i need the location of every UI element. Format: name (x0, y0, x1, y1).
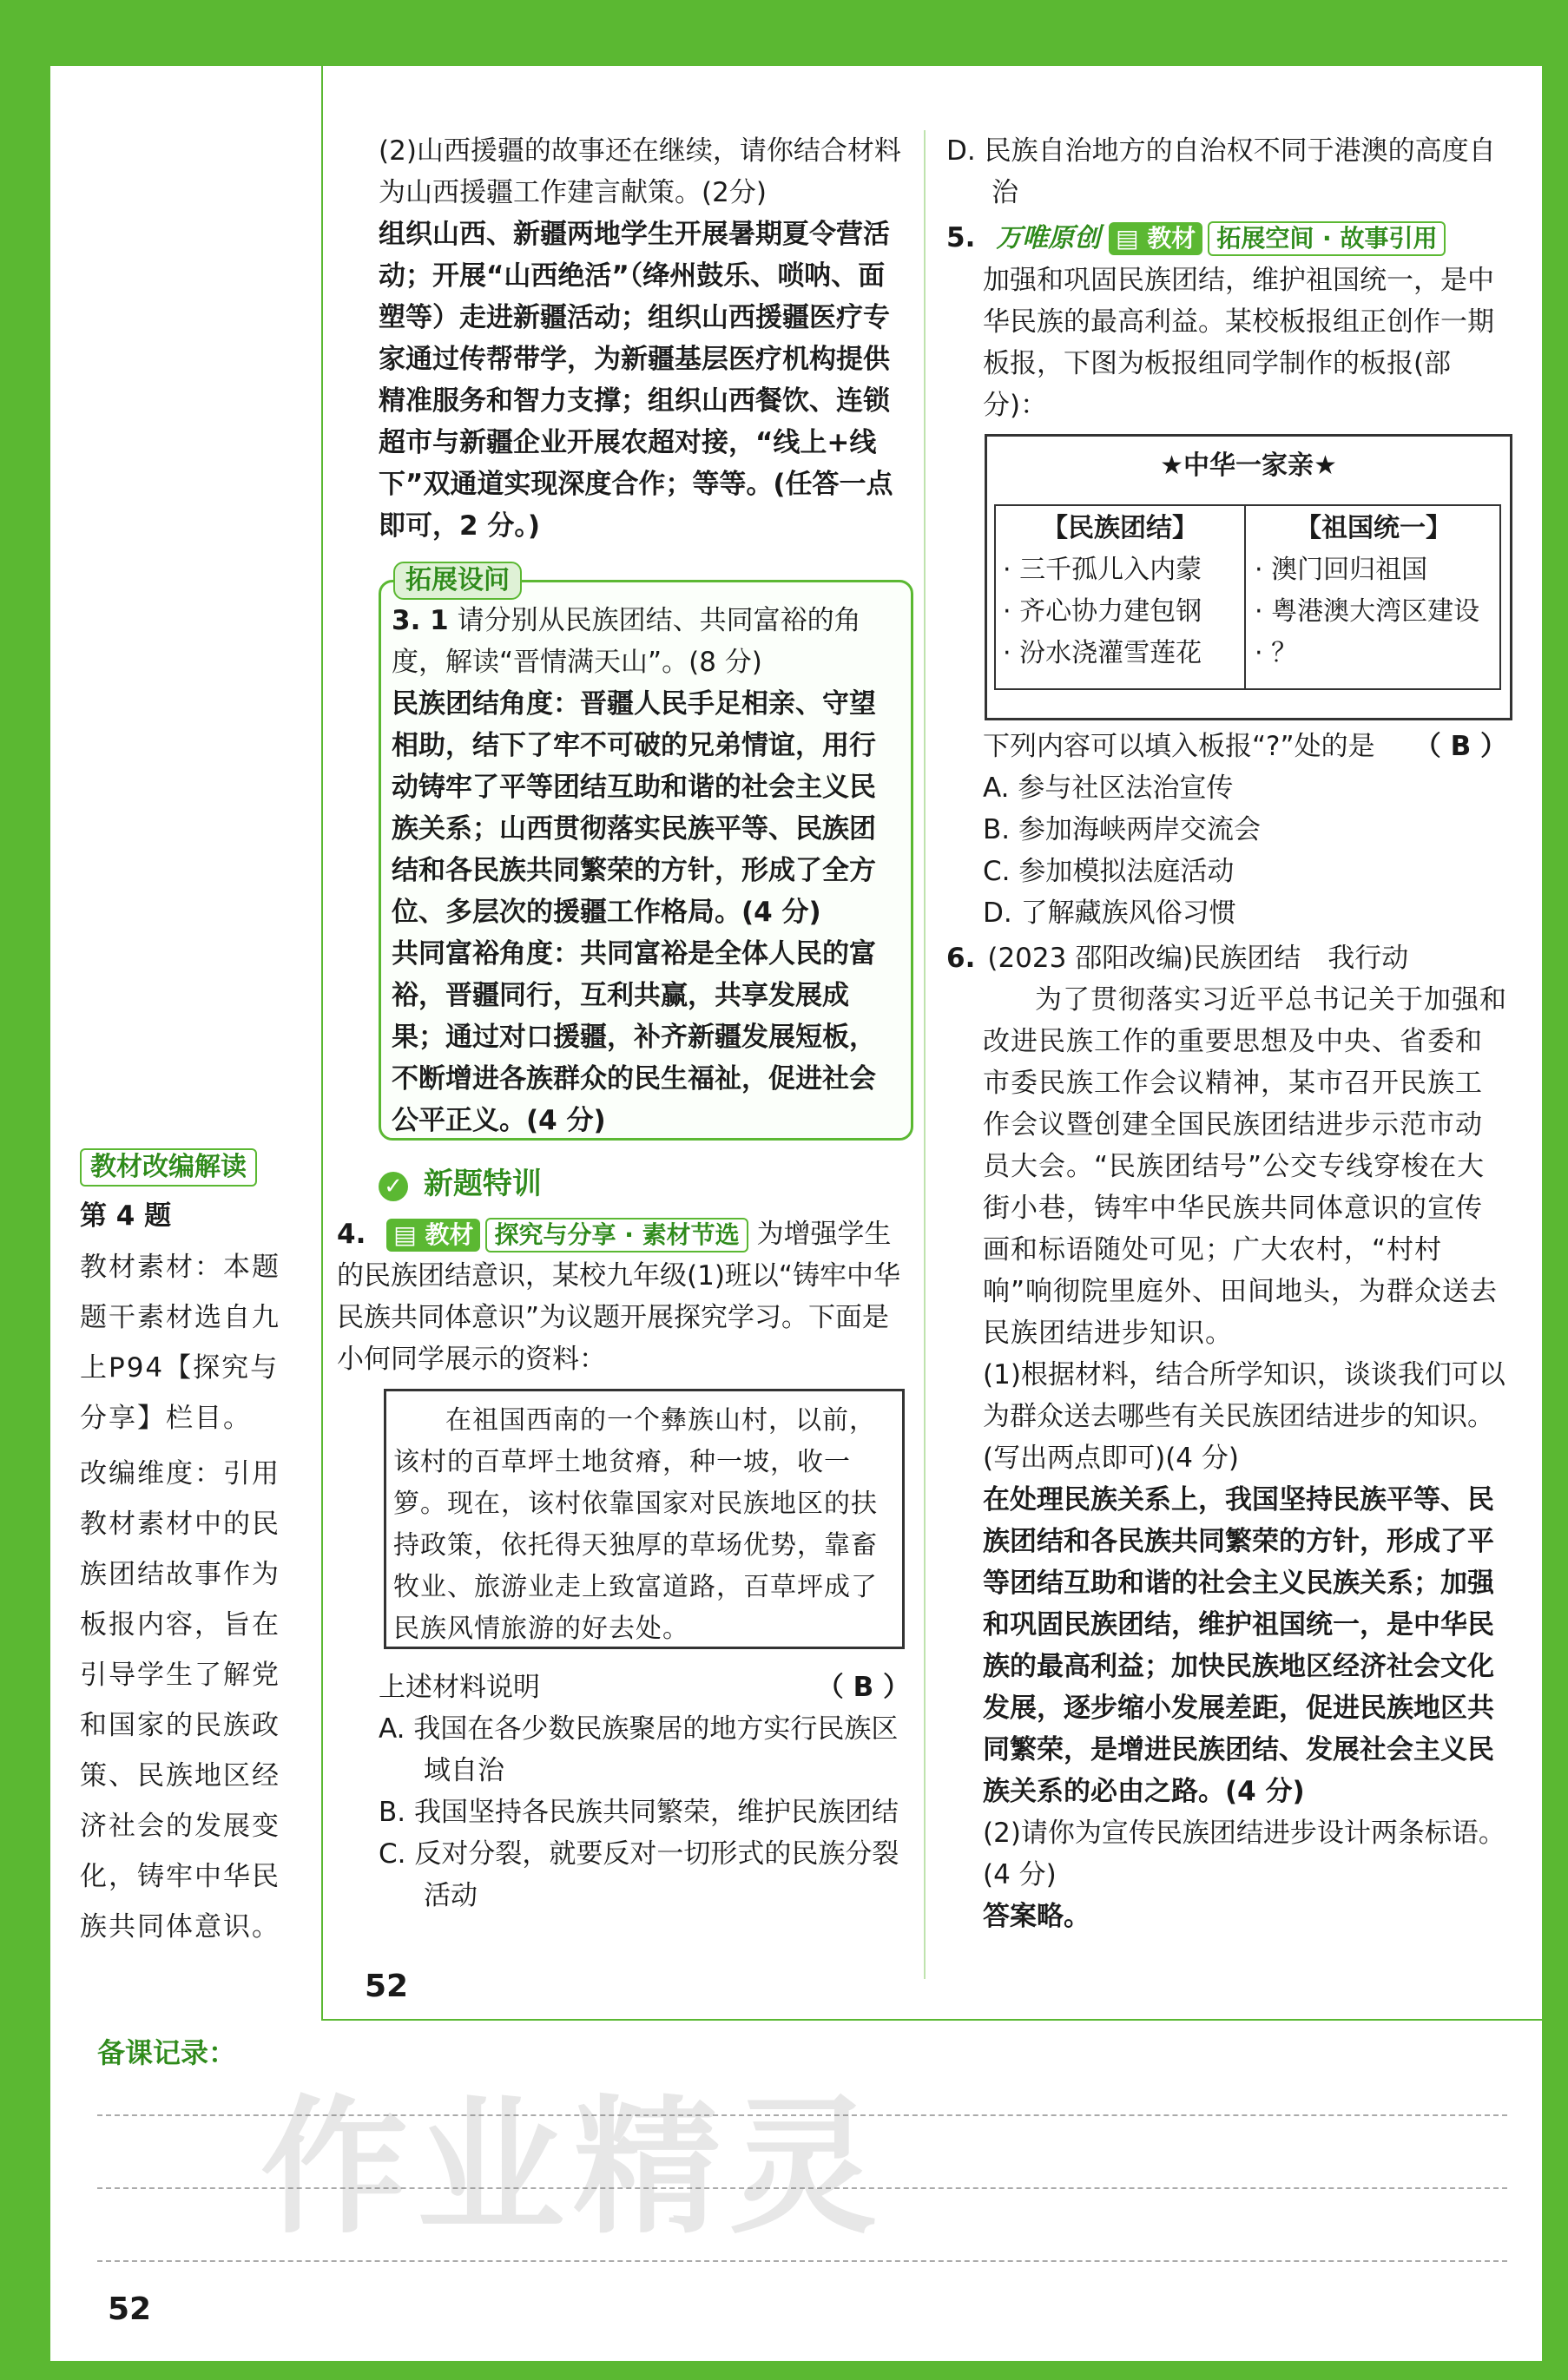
q3-part2-answer: 组织山西、新疆两地学生开展暑期夏令营活动；开展“山西绝活”（绛州鼓乐、唢呐、面塑等）走进新疆活动；组织山西援疆医疗专家通过传帮带学，为新疆基层医疗机构提供精准服务和智力支撑；组织山西餐饮、连锁超市与新疆企业开展农超对接，“线上+线下”双通道实现深度合作；等等。(任答一点即可，2 分。) (379, 219, 893, 542)
board-title: ★中华一家亲★ (1160, 450, 1337, 481)
q5-original-logo: 万唯原创 (996, 223, 1101, 253)
board-left-column (996, 506, 1246, 688)
left-column-divider (321, 66, 323, 2019)
q4-stem (337, 1213, 910, 1380)
board-right-item: · 粤港澳大湾区建设 (1255, 596, 1480, 627)
board-right-column (1248, 506, 1499, 688)
extension-content (392, 600, 900, 1141)
board-left-item: · 汾水浇灌雪莲花 (1003, 638, 1202, 668)
new-questions-title: 新题特训 (423, 1167, 542, 1201)
q5-book-tag (1109, 222, 1202, 255)
q5-ask (983, 726, 1507, 767)
watermark: 作业精灵 (260, 2082, 886, 2254)
lesson-notes-label: 备课记录： (97, 2036, 237, 2069)
q5-answer: （ B ） (1413, 731, 1507, 762)
q4-stem-text: 为增强学生的民族团结意识，某校九年级(1)班以“铸牢中华民族共同体意识”为议题开展探究学习。下面是小何同学展示的资料： (337, 1219, 900, 1375)
blackboard-newspaper (985, 434, 1512, 720)
q5-option-a: A. 参与社区法治宣传 (983, 773, 1234, 804)
q5-stem (946, 217, 1507, 260)
q5-options (983, 726, 1507, 934)
q4-option-b: B. 我国坚持各民族共同繁荣，维护民族团结 (379, 1797, 899, 1828)
q6-part1-stem: (1)根据材料，结合所学知识，谈谈我们可以为群众送去哪些有关民族团结进步的知识。(写出两点即可)(4 分) (983, 1359, 1505, 1474)
q5-book-label: 教材 (1147, 224, 1196, 253)
q4-source-tag: 探究与分享 · 素材节选 (485, 1218, 748, 1252)
q4-block (337, 1213, 910, 1380)
q4-number: 4. (337, 1219, 366, 1250)
check-icon: ✓ (379, 1172, 408, 1201)
q4-book-label: 教材 (425, 1220, 474, 1249)
board-right-item: · ？ (1255, 638, 1298, 668)
right-column (946, 130, 1507, 426)
q4-option-d: D. 民族自治地方的自治权不同于港澳的高度自治 (946, 135, 1496, 208)
extension-number: 3. 1 (392, 605, 449, 636)
q4-ask-text: 上述材料说明 (379, 1672, 540, 1703)
question-reference: 第 4 题 (80, 1200, 172, 1232)
extension-answer-unity: 民族团结角度：晋疆人民手足相亲、守望相助，结下了牢不可破的兄弟情谊，用行动铸牢了平等团结互助和谐的社会主义民族关系；山西贯彻落实民族平等、民族团结和各民族共同繁荣的方针，形成了全方位、多层次的援疆工作格局。(4 分) (392, 688, 876, 928)
extension-stem (392, 600, 900, 683)
q4-ask (379, 1667, 910, 1708)
middle-column (379, 130, 910, 547)
q6-title: (2023 邵阳改编)民族团结 我行动 (987, 943, 1409, 974)
board-left-heading: 【民族团结】 (1042, 513, 1198, 543)
book-icon: ▤ (393, 1220, 417, 1249)
board-right-heading: 【祖国统一】 (1295, 513, 1452, 543)
q5-option-c: C. 参加模拟法庭活动 (983, 856, 1235, 887)
q6-part2-stem: (2)请你为宣传民族团结进步设计两条标语。(4 分) (983, 1818, 1505, 1890)
new-questions-header (379, 1163, 910, 1206)
q4-option-c: C. 反对分裂，就要反对一切形式的民族分裂活动 (379, 1838, 899, 1911)
q6-block (946, 937, 1507, 1937)
left-sidebar (80, 1146, 306, 1952)
q4-option-a: A. 我国在各少数民族聚居的地方实行民族区域自治 (379, 1713, 899, 1786)
q5-option-b: B. 参加海峡两岸交流会 (983, 814, 1261, 845)
q4-options (379, 1667, 910, 1916)
board-left-item: · 齐心协力建包钢 (1003, 596, 1202, 627)
board-left-item: · 三千孤儿入内蒙 (1003, 555, 1202, 585)
board-right-item: · 澳门回归祖国 (1255, 555, 1428, 585)
book-icon: ▤ (1116, 224, 1139, 253)
content-bottom-rule (321, 2019, 1542, 2021)
q5-stem-text: 加强和巩固民族团结，维护祖国统一，是中华民族的最高利益。某校板报组正创作一期板报，下图为板报组同学制作的板报(部分)： (983, 265, 1494, 421)
extension-answer-prosperity: 共同富裕角度：共同富裕是全体人民的富裕，晋疆同行，互利共赢，共享发展成果；通过对口援疆，补齐新疆发展短板，不断增进各族群众的民生福祉，促进社会公平正义。(4 分) (392, 938, 876, 1136)
q4-answer: （ B ） (816, 1672, 910, 1703)
q5-source-tag: 拓展空间 · 故事引用 (1208, 221, 1446, 256)
q5-ask-text: 下列内容可以填入板报“?”处的是 (983, 731, 1375, 762)
q6-number: 6. (946, 943, 976, 974)
q5-option-d: D. 了解藏族风俗习惯 (983, 897, 1236, 929)
content-page-number: 52 (365, 1969, 409, 2004)
q6-material: 为了贯彻落实习近平总书记关于加强和改进民族工作的重要思想及中央、省委和市委民族工作会议精神，某市召开民族工作会议暨创建全国民族团结进步示范市动员大会。“民族团结号”公交专线穿梭在大街小巷，铸牢中华民族共同体意识的宣传画和标语随处可见；广大农村，“村村响”响彻院里庭外、田间地头，为群众送去民族团结进步知识。 (983, 984, 1507, 1349)
q6-part2-answer: 答案略。 (983, 1901, 1090, 1932)
textbook-adaptation-tag: 教材改编解读 (80, 1148, 257, 1187)
extension-stem-text: 请分别从民族团结、共同富裕的角度，解读“晋情满天山”。(8 分) (392, 605, 861, 678)
q6-part1-answer: 在处理民族关系上，我国坚持民族平等、民族团结和各民族共同繁荣的方针，形成了平等团结互助和谐的社会主义民族关系；加强和巩固民族团结，维护祖国统一，是中华民族的最高利益；加快民族地区经济社会文化发展，逐步缩小发展差距，促进民族地区共同繁荣，是增进民族团结、发展社会主义民族关系的必由之路。(4 分) (983, 1484, 1494, 1807)
board-inner (994, 504, 1501, 690)
extension-tab: 拓展设问 (393, 562, 522, 600)
q4-book-tag (386, 1219, 480, 1252)
extension-question-box (379, 565, 913, 1141)
dimension-note: 改编维度：引用教材素材中的民族团结故事作为板报内容，旨在引导学生了解党和国家的民族政策、民族地区经济社会的发展变化，铸牢中华民族共同体意识。 (80, 1458, 280, 1943)
q4-material-text: 在祖国西南的一个彝族山村，以前，该村的百草坪土地贫瘠，种一坡，收一箩。现在，该村依靠国家对民族地区的扶持政策，依托得天独厚的草场优势，靠畜牧业、旅游业走上致富道路，百草坪成了民族风情旅游的好去处。 (393, 1405, 878, 1644)
q3-part2-stem: (2)山西援疆的故事还在继续，请你结合材料为山西援疆工作建言献策。(2分) (379, 135, 901, 208)
page-number: 52 (108, 2291, 152, 2327)
q4-material-box (384, 1389, 905, 1649)
q5-number: 5. (946, 222, 976, 253)
q6-title-line (946, 937, 1507, 979)
material-note: 教材素材：本题题干素材选自九上P94【探究与分享】栏目。 (80, 1252, 280, 1434)
right-column-divider (924, 130, 926, 1979)
